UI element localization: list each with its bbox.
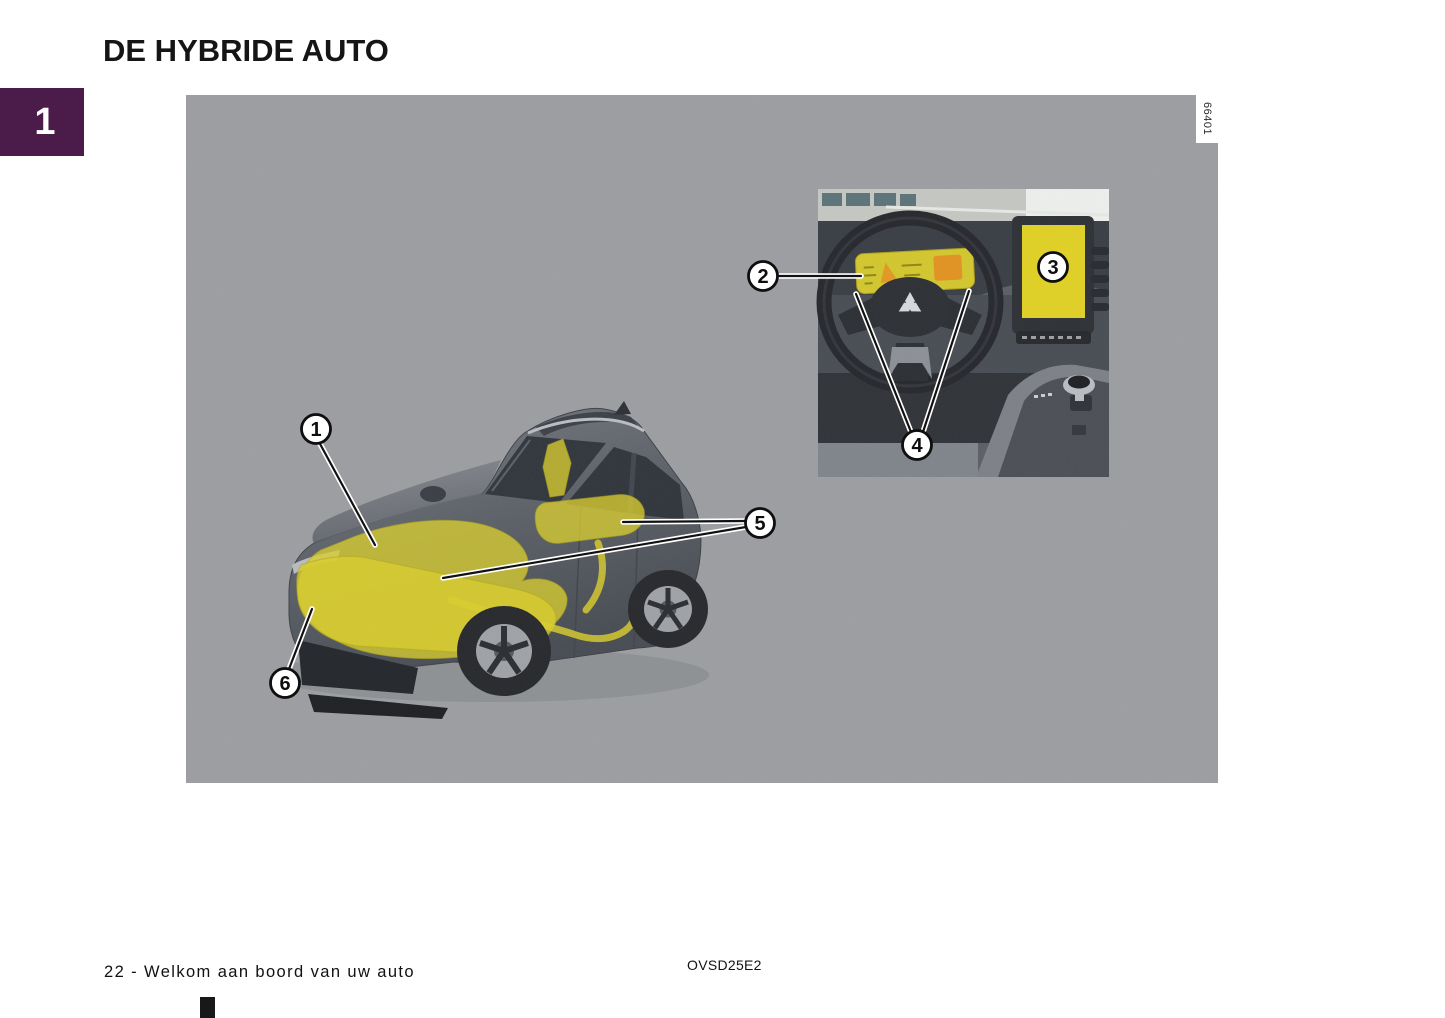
- leader-line-5a: [623, 521, 745, 522]
- figure-number-text: 66401: [1201, 102, 1213, 136]
- callout-6: [271, 669, 300, 698]
- page-title: DE HYBRIDE AUTO: [103, 33, 389, 68]
- callout-2-label: 2: [757, 266, 769, 288]
- callout-5-label: 5: [754, 513, 766, 535]
- callout-6-label: 6: [279, 673, 291, 695]
- print-registration-mark: [200, 997, 215, 1018]
- callout-2: [749, 262, 778, 291]
- callout-1-label: 1: [310, 419, 322, 441]
- chapter-tab: [0, 88, 84, 156]
- callout-5: [746, 509, 775, 538]
- footer-doc-code: OVSD25E2: [687, 957, 762, 973]
- hybrid-figure: [186, 95, 1218, 783]
- callout-3-label: 3: [1047, 257, 1059, 279]
- footer-page-label: 22 - Welkom aan boord van uw auto: [104, 963, 415, 981]
- hybrid-figure-canvas: [186, 95, 1218, 783]
- callout-4-label: 4: [911, 435, 923, 457]
- callout-4: [903, 431, 932, 460]
- figure-number-label: [1196, 95, 1218, 143]
- callout-3: [1039, 253, 1068, 282]
- callout-1: [302, 415, 331, 444]
- grain-overlay: [186, 95, 1218, 783]
- chapter-number: 1: [34, 100, 56, 143]
